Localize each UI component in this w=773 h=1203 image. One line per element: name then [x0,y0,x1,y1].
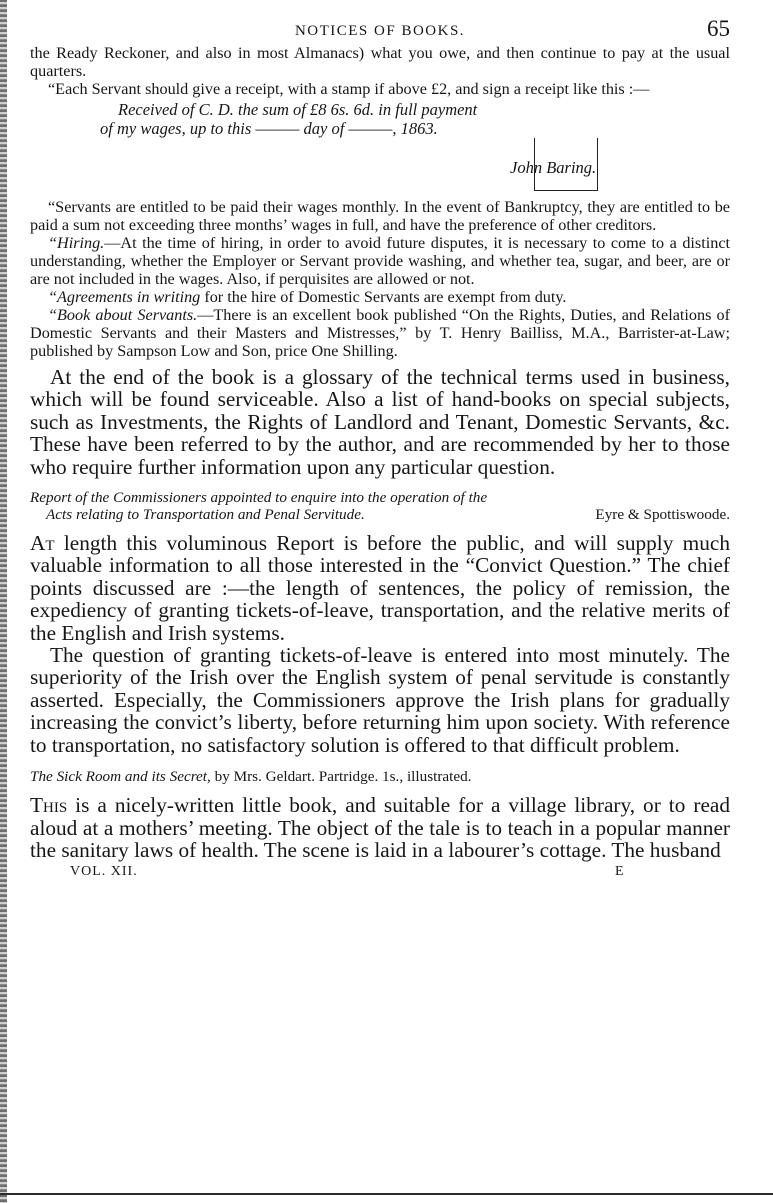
review-heading [30,489,730,523]
receipt-signature: John Baring. [510,158,597,177]
run-in-heading: “Book about Servants. [48,306,198,324]
glossary-section [30,366,730,478]
signature-mark: E [615,864,625,880]
page [30,16,730,886]
running-header [30,16,730,44]
drop-word: This [30,793,68,818]
running-title: NOTICES OF BOOKS. [294,23,466,39]
paragraph-text: for the hire of Domestic Servants are exempt from duty. [200,288,567,306]
paragraph: the Ready Reckoner, and also in most Almanacs) what you owe, and then continue to pay at the usual quarters. [30,44,730,80]
sick-room-review [30,794,730,861]
paragraph-text: is a nicely-written little book, and suitable for a village library, or to read aloud at a mothers’ meeting. The object of the tale is to teach in a popular manner the sanitary laws of health. The scene is laid in a labourer’s cottage. The husband [30,793,730,862]
book-spine-edge [0,0,7,1203]
review-title-line: Report of the Commissioners appointed to enquire into the operation of the [30,489,488,507]
review-heading [30,768,730,785]
paragraph [30,288,730,306]
receipt-example [30,100,730,138]
receipt-line: Received of C. D. the sum of £8 6s. 6d. in full payment [118,100,478,119]
receipt-signature-block [30,138,730,198]
paragraph: At the end of the book is a glossary of the technical terms used in business, which will be found serviceable. Also a list of hand-books on special subjects, such as Investments, the Rights of Landlord and Tenant, Domestic Servants, &c. These have been referred to by the author, and are recommended by her to those who require further information upon any particular question. [30,365,730,479]
review-title: The Sick Room and its Secret, [30,768,211,786]
paragraph [30,234,730,288]
paragraph [30,306,730,360]
run-in-heading: “Agreements in writing [48,288,201,306]
drop-word: At [30,531,55,556]
page-footer [30,862,730,886]
paragraph: The question of granting tickets-of-leave is entered into most minutely. The superiority of the Irish over the English system of penal servitude is constantly asserted. Especially, the Commissioners approve the Irish plans for gradually increasing the convict’s liberty, before returning him upon society. With reference to transportation, no satisfactory solution is offered to that difficult problem. [30,643,730,757]
review-title-line [30,506,730,523]
paragraph [30,794,730,861]
review-publisher: Eyre & Spottiswoode. [595,506,730,524]
paragraph: “Servants are entitled to be paid their wages monthly. In the event of Bankruptcy, they are entitled to be paid a sum not exceeding three months’ wages in full, and have the preference of other creditors. [30,198,730,234]
volume-label: VOL. XII. [70,864,138,880]
paragraph [30,532,730,644]
bottom-edge-rule [0,1193,773,1195]
receipt-line: of my wages, up to this ——— day of ———, 1863. [100,119,438,138]
paragraph-text: —There is an excellent book published “On the Rights, Duties, and Relations of Domestic Servants and their Masters and Mistresses,” by T. Henry Bailliss, M.A., Barrister-at-Law; published by Sampson Low and Son, price One Shilling. [30,306,730,360]
paragraph-text: length this voluminous Report is before the public, and will supply much valuable information to all those interested in the “Convict Question.” The chief points discussed are :—the length of sentences, the policy of remission, the expediency of granting tickets-of-leave, transportation, and the relative merits of the English and Irish systems. [30,531,730,645]
paragraph-text: —At the time of hiring, in order to avoid future disputes, it is necessary to come to a distinct understanding, whether the Employer or Servant provide washing, and whether tea, sugar, and beer, are or are not included in the wages. Also, if perquisites are allowed or not. [30,234,730,288]
page-number: 65 [707,16,730,41]
servants-advice-section [30,44,730,360]
review-details: by Mrs. Geldart. Partridge. 1s., illustrated. [210,768,472,786]
report-review [30,532,730,756]
run-in-heading: “Hiring. [48,234,105,252]
review-title-text: Acts relating to Transportation and Penal Servitude. [46,506,365,524]
paragraph: “Each Servant should give a receipt, with a stamp if above £2, and sign a receipt like this :— [48,80,650,98]
